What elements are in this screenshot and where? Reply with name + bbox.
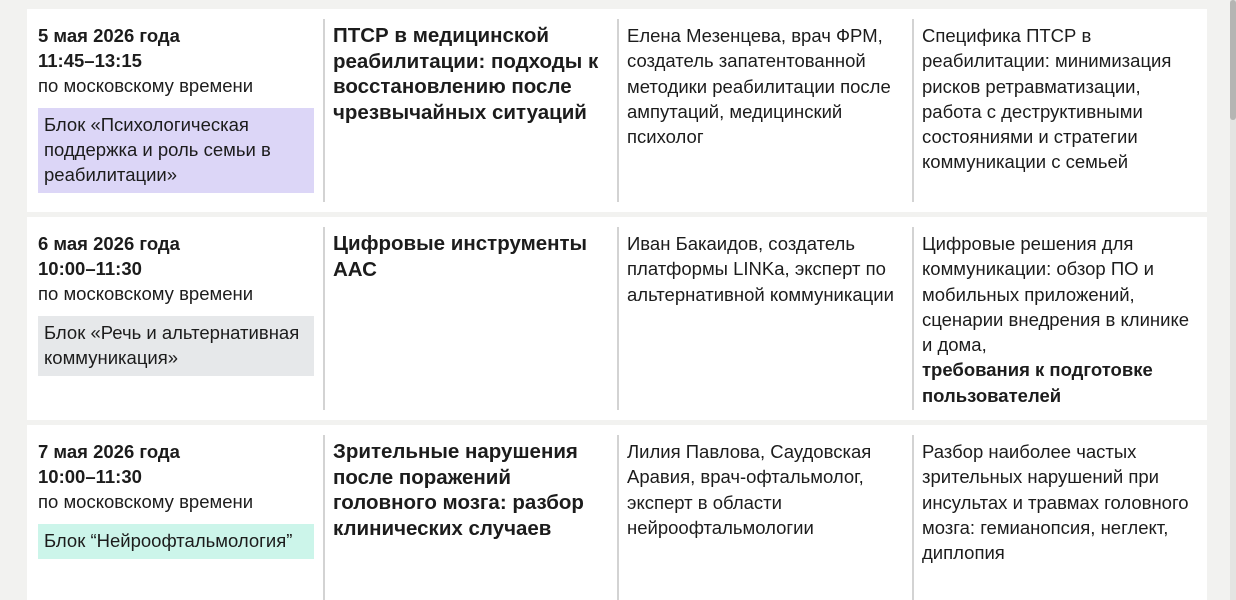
scrollbar-thumb[interactable]: [1230, 0, 1236, 120]
timezone-label: по московскому времени: [38, 491, 254, 512]
column-divider: [323, 227, 325, 410]
topic-cell: [323, 9, 617, 212]
session-description: Цифровые решения для коммуникации: обзор ПО и мобильных приложений, сценарии внедрения в клинике и дома,: [922, 233, 1190, 356]
description-cell: [912, 9, 1207, 212]
block-badge: Блок “Нейроофтальмология”: [38, 524, 314, 559]
session-description: Специфика ПТСР в реабилитации: минимизация рисков ретравматизации, работа с деструктивными состояниями и стратегии коммуникации с семьей: [922, 25, 1172, 173]
column-divider: [912, 227, 914, 410]
table-row: [27, 425, 1207, 600]
speaker-cell: [617, 217, 912, 420]
description-cell: [912, 217, 1207, 420]
date-cell: [27, 425, 323, 600]
column-divider: [912, 19, 914, 202]
topic-title: ПТСР в медицинской реабилитации: подходы к восстановлению после чрезвычайных ситуаций: [333, 24, 599, 124]
speaker-info: Елена Мезенцева, врач ФРМ, создатель запатентованной методики реабилитации после ампутаций, медицинский психолог: [627, 25, 891, 148]
column-divider: [912, 435, 914, 600]
speaker-cell: [617, 9, 912, 212]
column-divider: [323, 19, 325, 202]
schedule-table: [27, 0, 1207, 600]
speaker-cell: [617, 425, 912, 600]
page-scrollbar[interactable]: [1230, 0, 1236, 600]
date-cell: [27, 217, 323, 420]
topic-cell: [323, 217, 617, 420]
block-badge: Блок «Психологическая поддержка и роль семьи в реабилитации»: [38, 108, 314, 193]
column-divider: [323, 435, 325, 600]
session-time: 11:45–13:15: [38, 50, 142, 71]
session-date: 7 мая 2026 года: [38, 441, 180, 462]
column-divider: [617, 227, 619, 410]
session-description-emphasis: требования к подготовке пользователей: [922, 359, 1153, 406]
session-date: 5 мая 2026 года: [38, 25, 180, 46]
speaker-info: Лилия Павлова, Саудовская Аравия, врач-офтальмолог, эксперт в области нейроофтальмологии: [627, 441, 872, 538]
timezone-label: по московскому времени: [38, 75, 254, 96]
session-time: 10:00–11:30: [38, 466, 142, 487]
topic-title: Зрительные нарушения после поражений головного мозга: разбор клинических случаев: [333, 440, 584, 540]
block-badge: Блок «Речь и альтернативная коммуникация»: [38, 316, 314, 376]
table-row: [27, 217, 1207, 420]
timezone-label: по московскому времени: [38, 283, 254, 304]
speaker-info: Иван Бакаидов, создатель платформы LINKa, эксперт по альтернативной коммуникации: [627, 233, 894, 305]
session-description: Разбор наиболее частых зрительных нарушений при инсультах и травмах головного мозга: гемианопсия, неглект, диплопия: [922, 441, 1189, 564]
topic-title: Цифровые инструменты ААС: [333, 232, 588, 281]
description-cell: [912, 425, 1207, 600]
column-divider: [617, 435, 619, 600]
table-row: [27, 9, 1207, 212]
session-time: 10:00–11:30: [38, 258, 142, 279]
column-divider: [617, 19, 619, 202]
session-date: 6 мая 2026 года: [38, 233, 180, 254]
date-cell: [27, 9, 323, 212]
topic-cell: [323, 425, 617, 600]
